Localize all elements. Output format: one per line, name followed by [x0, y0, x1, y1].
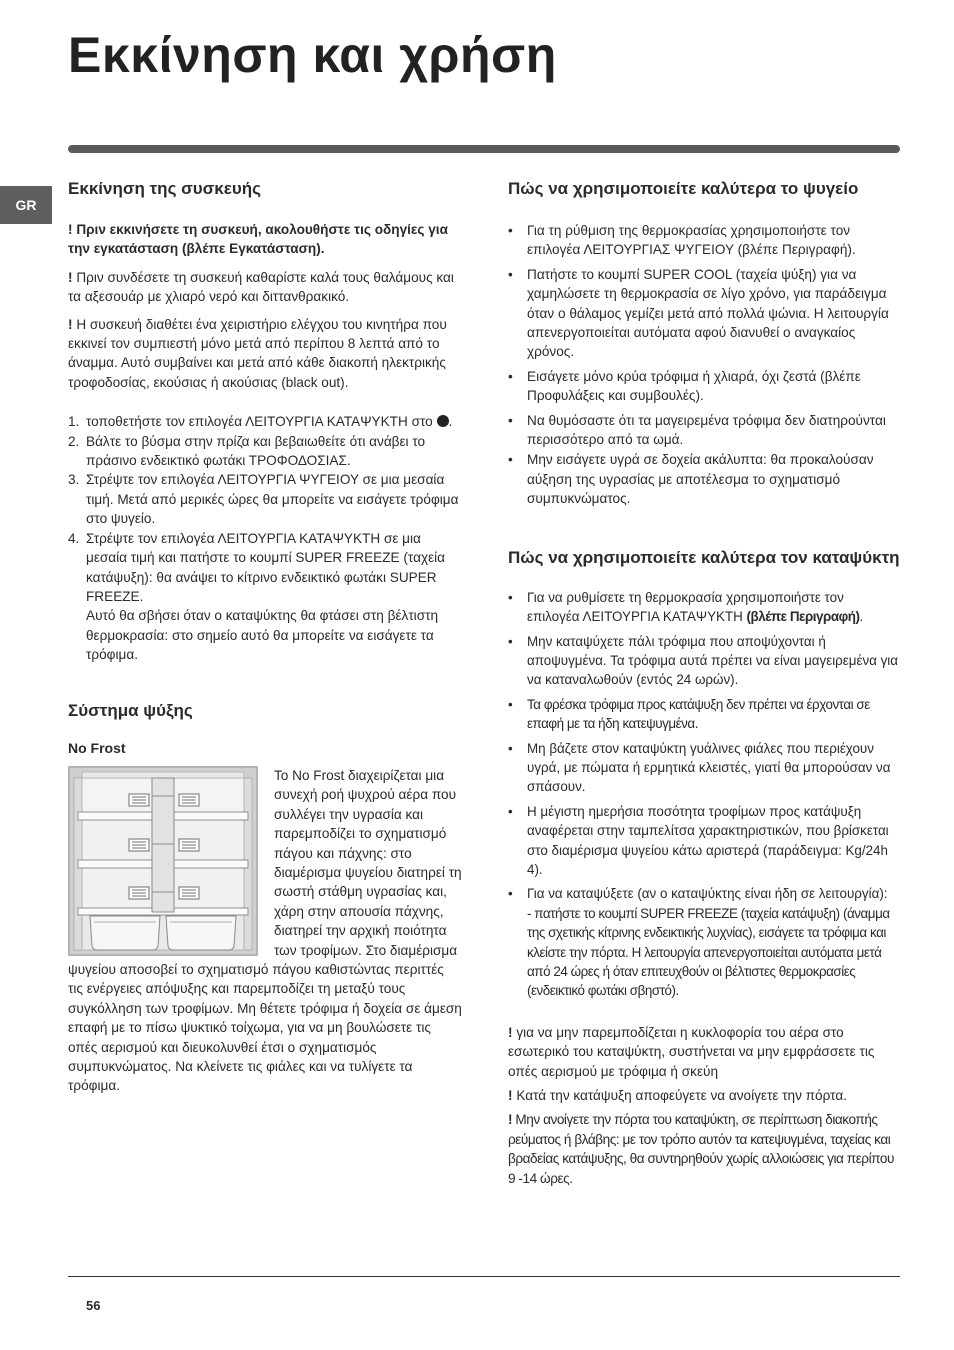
freezer-tips	[508, 588, 900, 1001]
nofrost-fridge-image	[68, 766, 258, 956]
fridge-tip: • Μην εισάγετε υγρά σε δοχεία ακάλυπτα: θα προκαλούσαν αύξηση της υγρασίας με αποτέλεσμα το σχηματισμό συμπυκνώματος.	[508, 452, 874, 507]
warning-install: ! Πριν εκκινήσετε τη συσκευή, ακολουθήστε τις οδηγίες για την εγκατάσταση (βλέπε Εγκατάσταση).	[68, 222, 448, 257]
freezer-tip: • Μη βάζετε στον καταψύκτη γυάλινες φιάλες που περιέχουν υγρά, με πώματα ή ερμητικά κλειστές, γιατί θα μπορούσαν να σπάσουν.	[508, 740, 891, 795]
title-rule	[68, 145, 900, 153]
freezer-tip: • Η μέγιστη ημερήσια ποσότητα τροφίμων προς κατάψυξη αναφέρεται στην ταμπελίτσα χαρακτηριστικών, που βρίσκεται στο διαμέρισμα ψυγείου κάτω αριστερά (παράδειγμα: Kg/24h 4).	[508, 803, 889, 877]
start-step: 2. Βάλτε το βύσμα στην πρίζα και βεβαιωθείτε ότι ανάβει το πράσινο ενδεικτικό φωτάκι ΤΡΟΦΟΔΟΣΙΑΣ.	[68, 433, 426, 469]
language-tab: GR	[0, 186, 52, 224]
freezer-tip: • Μην καταψύχετε πάλι τρόφιμα που αποψύχονται ή αποψυγμένα. Τα τρόφιμα αυτά πρέπει να είναι μαγειρεμένα για να καταναλωθούν (εντός 24 ωρών).	[508, 633, 899, 688]
nofrost-text: Το No Frost διαχειρίζεται μια συνεχή ροή ψυχρού αέρα που συλλέγει την υγρασία και παρεμποδίζει το σχηματισμό πάγου και πάχνης: στο διαμέρισμα ψυγείου διατηρεί τη σωστή στάθμη υγρασίας και, χάρη στην απουσία πάχνης, διατηρεί την αρχική ποιότητα των τροφίμων. Στο διαμέρισμα ψυγείου αποσοβεί το σχηματισμό πάγου καθιστώντας περιττές τις ενέργειες απόψυξης και παρεμποδίζει τη μεταξύ τους συγκόλληση των τροφίμων. Μη θέτετε τρόφιμα ή δοχεία σε άμεση επαφή με το πίσω ψυκτικό τοίχωμα, για να μη βουλώσετε τις οπές αερισμού και διευκολυνθεί έτσι ο σχηματισμός συμπυκνώματος. Να κλείνετε τις φιάλες και να τυλίγετε τα τρόφιμα.	[68, 767, 462, 1094]
fridge-tip: • Για τη ρύθμιση της θερμοκρασίας χρησιμοποιήστε τον επιλογέα ΛΕΙΤΟΥΡΓΙΑΣ ΨΥΓΕΙΟΥ (βλέπε Περιγραφή).	[508, 223, 856, 258]
freezer-tip: • Για να καταψύξετε (αν ο καταψύκτης είναι ήδη σε λειτουργία): - πατήστε το κουμπί SUPER FREEZE (ταχεία κατάψυξη) (άναμμα της σχετικής κίτρινης ενδεικτικής λυχνίας), εισάγετε τα τρόφιμα και κλείστε την πόρτα. Η λειτουργία απενεργοποιείται αυτόματα μετά από 24 ώρες ή όταν επιτευχθούν οι βέλτιστες θερμοκρασίες (ενδεικτικό φωτάκι σβηστό).	[508, 886, 890, 999]
filled-circle-icon	[437, 415, 449, 427]
page-title: Εκκίνηση και χρήση	[68, 27, 557, 83]
fridge-illustration	[68, 766, 258, 956]
start-step: 4. Στρέψτε τον επιλογέα ΛΕΙΤΟΥΡΓΙΑ ΚΑΤΑΨΥΚΤΗ σε μια μεσαία τιμή και πατήστε το κουμπί SUPER FREEZE (ταχεία κατάψυξη): θα ανάψει το κίτρινο ενδεικτικό φωτάκι SUPER FREEZE. Αυτό θα σβήσει όταν ο καταψύκτης θα φτάσει στη βέλτιστη θερμοκρασία: στο σημείο αυτό θα μπορείτε να εισάγετε τα τρόφιμα.	[68, 530, 446, 663]
nofrost-label: No Frost	[68, 739, 126, 756]
note-power-failure: ! Μην ανοίγετε την πόρτα του καταψύκτη, σε περίπτωση διακοπής ρεύματος ή βλάβης: με τον τρόπο αυτόν τα κατεψυγμένα, ταχείας και βραδείας κατάψυξης, θα συντηρηθούν χωρίς αλλοιώσεις για περίπου 9 -14 ώρες.	[508, 1112, 894, 1186]
fridge-tip: • Εισάγετε μόνο κρύα τρόφιμα ή χλιαρά, όχι ζεστά (βλέπε Προφυλάξεις και συμβουλές).	[508, 368, 861, 404]
page-number: 56	[86, 1298, 101, 1313]
footer-rule	[68, 1276, 900, 1277]
start-steps	[68, 412, 462, 664]
freezer-heading: Πώς να χρησιμοποιείτε καλύτερα τον καταψύκτη	[508, 547, 900, 567]
note-door: ! Κατά την κατάψυξη αποφεύγετε να ανοίγετε την πόρτα.	[508, 1088, 847, 1104]
fridge-tips	[508, 221, 900, 509]
freezer-tip: • Τα φρέσκα τρόφιμα προς κατάψυξη δεν πρέπει να έρχονται σε επαφή με τα ήδη κατεψυγμένα.	[508, 696, 870, 732]
cooling-heading: Σύστημα ψύξης	[68, 700, 193, 720]
right-column	[508, 178, 900, 1188]
fridge-tip: • Πατήστε το κουμπί SUPER COOL (ταχεία ψύξη) για να χαμηλώσετε τη θερμοκρασία σε λίγο χρόνο, για παράδειγμα όταν ο θάλαμος γεμίζει μετά από πολλά ψώνια. Η λειτουργία απενεργοποιείται αυτόματα αφού διανυθεί ο αναγκαίος χρόνος.	[508, 266, 889, 360]
freezer-tip: • Για να ρυθμίσετε τη θερμοκρασία χρησιμοποιήστε τον επιλογέα ΛΕΙΤΟΥΡΓΙΑ ΚΑΤΑΨΥΚΤΗ (βλέπε Περιγραφή).	[508, 589, 864, 625]
fridge-tip: • Να θυμόσαστε ότι τα μαγειρεμένα τρόφιμα δεν διατηρούνται περισσότερο από τα ωμά.	[508, 412, 886, 448]
start-step: 3. Στρέψτε τον επιλογέα ΛΕΙΤΟΥΡΓΙΑ ΨΥΓΕΙΟΥ σε μια μεσαία τιμή. Μετά από μερικές ώρες θα μπορείτε να εισάγετε τρόφιμα στο ψυγείο.	[68, 472, 459, 527]
nofrost-block	[68, 766, 462, 1096]
warning-clean: ! Πριν συνδέσετε τη συσκευή καθαρίστε καλά τους θαλάμους και τα αξεσουάρ με χλιαρό νερό και διττανθρακικό.	[68, 269, 454, 305]
fridge-heading: Πώς να χρησιμοποιείτε καλύτερα το ψυγείο	[508, 179, 859, 198]
start-step: 1. τοποθετήστε τον επιλογέα ΛΕΙΤΟΥΡΓΙΑ ΚΑΤΑΨΥΚΤΗ στο .	[68, 414, 453, 430]
warning-motor: ! Η συσκευή διαθέτει ένα χειριστήριο ελέγχου του κινητήρα που εκκινεί τον συμπιεστή μόνο μετά από περίπου 8 λεπτά από το άναμμα. Αυτό συμβαίνει και μετά από κάθε διακοπή ηλεκτρικής τροφοδοσίας, εκούσιας ή ακούσιας (black out).	[68, 316, 447, 390]
start-heading: Εκκίνηση της συσκευής	[68, 179, 261, 198]
left-column	[68, 178, 462, 1096]
note-airflow: ! για να μην παρεμποδίζεται η κυκλοφορία του αέρα στο εσωτερικό του καταψύκτη, συστήνεται να μην εμφράσσετε τις οπές αερισμού με τρόφιμα ή σκεύη	[508, 1024, 875, 1079]
